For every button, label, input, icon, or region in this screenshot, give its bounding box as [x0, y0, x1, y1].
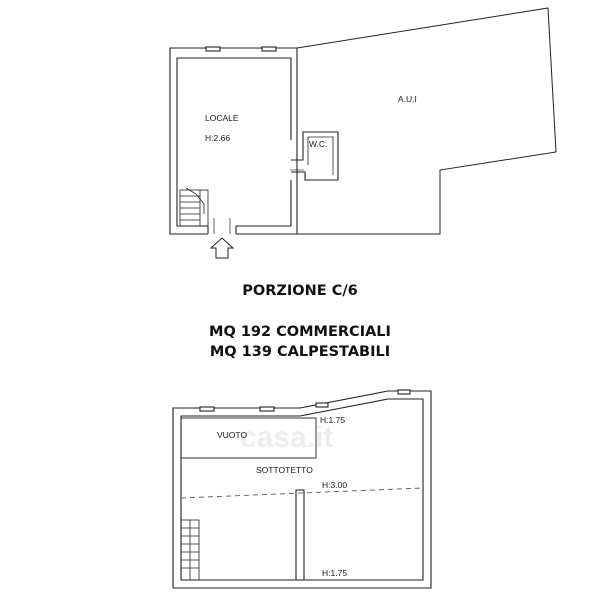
- walkable-area: MQ 139 CALPESTABILI: [209, 344, 391, 360]
- label-wc: W.C.: [309, 139, 328, 149]
- attic-window-1: [200, 407, 214, 411]
- portion-title: PORZIONE C/6: [242, 283, 358, 299]
- label-height-bottom: H:1.75: [322, 568, 348, 578]
- aui-outline: [297, 8, 556, 234]
- attic-window-4: [398, 390, 410, 394]
- label-height-top: H:1.75: [320, 415, 346, 425]
- watermark: casa.it: [240, 421, 334, 454]
- locale-outer-wall: [170, 48, 297, 234]
- staircase-lower: [181, 520, 199, 580]
- entrance-arrow-icon: [211, 238, 233, 258]
- locale-inner-wall: [177, 58, 291, 226]
- label-locale: LOCALE: [205, 113, 239, 123]
- label-height-mid: H:3.00: [322, 480, 348, 490]
- label-aui: A.U.I: [398, 94, 417, 104]
- attic-partition-wall: [296, 490, 304, 580]
- attic-window-2: [260, 407, 274, 411]
- locale-inner-wall-lower: [236, 180, 291, 226]
- commercial-area: MQ 192 COMMERCIALI: [209, 324, 391, 340]
- window-top-left: [206, 47, 220, 51]
- staircase-upper: [180, 188, 208, 226]
- label-vuoto: VUOTO: [217, 430, 248, 440]
- label-sottotetto: SOTTOTETTO: [256, 465, 313, 475]
- attic-window-3: [316, 403, 328, 407]
- window-top-right: [262, 47, 276, 51]
- label-locale-height: H:2.66: [205, 133, 231, 143]
